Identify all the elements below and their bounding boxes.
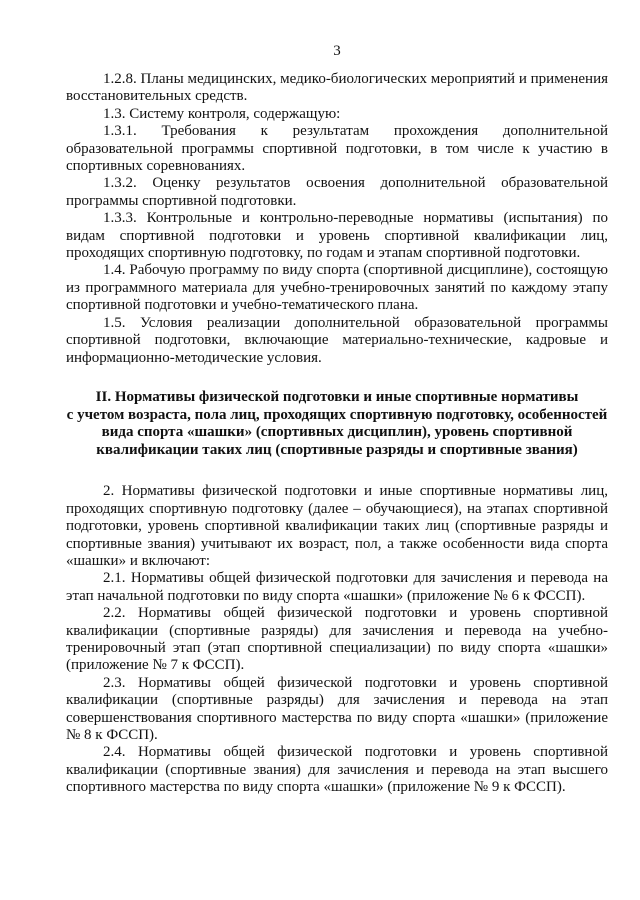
section-title-line: II. Нормативы физической подготовки и иные спортивные нормативы: [95, 388, 579, 405]
paragraph-2-1: 2.1. Нормативы общей физической подготовки для зачисления и перевода на этап начальной подготовки по виду спорта «шашки» (приложение № 6 к ФССП).: [66, 570, 608, 604]
paragraph-2-4: 2.4. Нормативы общей физической подготовки и уровень спортивной квалификации (спортивные звания) для зачисления и перевода на этап высшего спортивного мастерства по виду спорта «шашки» (приложение № 9 к ФССП).: [66, 744, 608, 796]
paragraph-2: 2. Нормативы физической подготовки и иные спортивные нормативы лиц, проходящих спортивную подготовку (далее – обучающиеся), на этапах спортивной подготовки, уровень спортивной квалификации таких лиц (спортивные разряды и спортивные звания) учитывают их возраст, пол, а также особенности вида спорта «шашки» и включают:: [66, 483, 608, 569]
section-title-line: с учетом возраста, пола лиц, проходящих спортивную подготовку, особенностей: [66, 406, 608, 423]
paragraph-1-2-8: 1.2.8. Планы медицинских, медико-биологических мероприятий и применения восстановительных средств.: [66, 71, 608, 105]
section-title-line: вида спорта «шашки» (спортивных дисциплин), уровень спортивной: [101, 424, 573, 441]
paragraph-1-3-1: 1.3.1. Требования к результатам прохождения дополнительной образовательной программы спортивной подготовки, в том числе к участию в спортивных соревнованиях.: [66, 123, 608, 175]
paragraph-1-4: 1.4. Рабочую программу по виду спорта (спортивной дисциплине), состоящую из программного материала для учебно-тренировочных занятий по каждому этапу спортивной подготовки и учебно-тематического плана.: [66, 262, 608, 314]
paragraphs-top: [66, 71, 608, 367]
paragraph-1-3: 1.3. Систему контроля, содержащую:: [103, 105, 341, 122]
paragraph-2-2: 2.2. Нормативы общей физической подготовки и уровень спортивной квалификации (спортивные разряды) для зачисления и перевода на учебно-тренировочный этап (этап спортивной специализации) по виду спорта «шашки» (приложение № 7 к ФССП).: [66, 605, 608, 674]
paragraph-1-3-2: 1.3.2. Оценку результатов освоения дополнительной образовательной программы спортивной подготовки.: [66, 175, 608, 209]
paragraph-1-5: 1.5. Условия реализации дополнительной образовательной программы спортивной подготовки, включающие материально-технические, кадровые и информационно-методические условия.: [66, 314, 608, 366]
section-title-line: квалификации таких лиц (спортивные разряды и спортивные звания): [96, 441, 578, 458]
page-number: 3: [333, 43, 341, 59]
paragraphs-bottom: [66, 483, 608, 796]
paragraph-2-3: 2.3. Нормативы общей физической подготовки и уровень спортивной квалификации (спортивные разряды) для зачисления и перевода на этап совершенствования спортивного мастерства по виду спорта «шашки» (приложение № 8 к ФССП).: [66, 674, 608, 743]
section-title: [66, 389, 608, 459]
paragraph-1-3-3: 1.3.3. Контрольные и контрольно-переводные нормативы (испытания) по видам спортивной подготовки и уровень спортивной квалификации лиц, проходящих спортивную подготовку, по годам и этапам спортивной подготовки.: [66, 210, 608, 262]
